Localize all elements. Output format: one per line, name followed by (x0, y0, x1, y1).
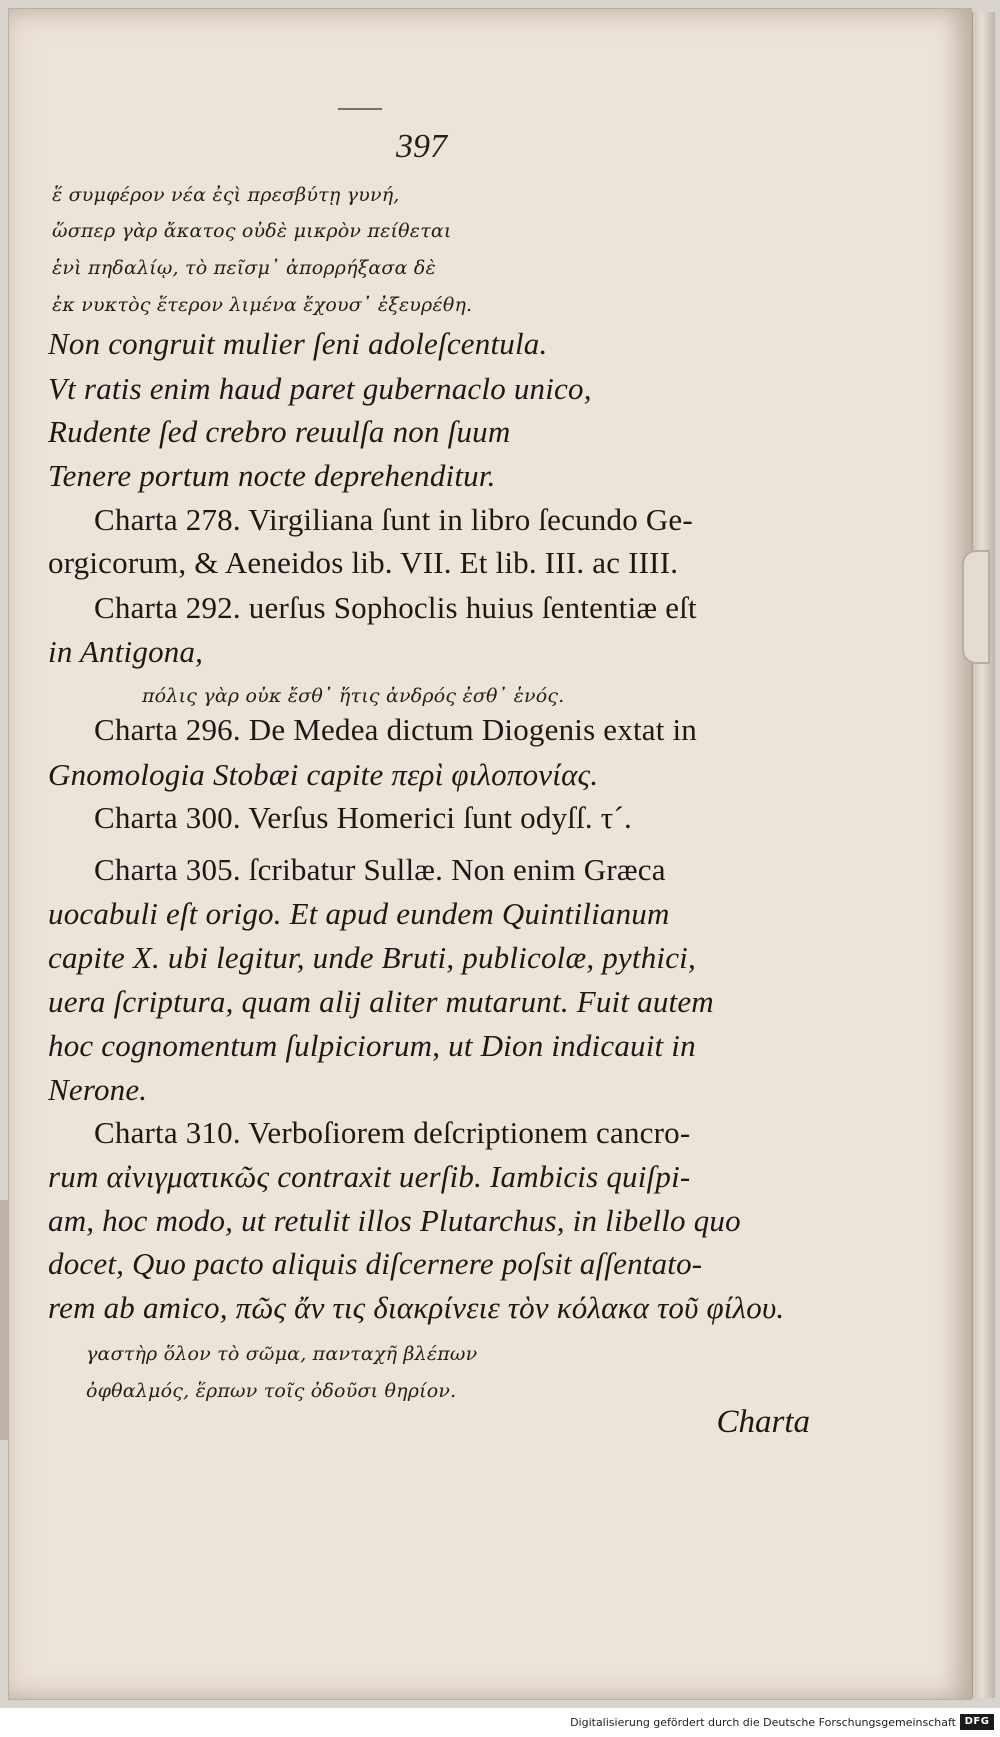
text-line: rum αἰνιγματικῶς contraxit uerſib. Iambicis quiſpi- (48, 1159, 691, 1194)
text-line: capite X. ubi legitur, unde Bruti, publicolæ, pythici, (48, 940, 696, 975)
text-line: Nerone. (48, 1072, 148, 1107)
text-line: uera ſcriptura, quam alij aliter mutarunt. Fuit autem (48, 984, 714, 1019)
text-line: Gnomologia Stobæi capite περὶ φιλοπονίας. (48, 757, 599, 792)
text-line: Rudente ſed crebro reuulſa non ſuum (48, 414, 511, 449)
text-line: orgicorum, & Aeneidos lib. VII. Et lib. III. ac IIII. (48, 545, 679, 580)
text-line: Charta 296. De Medea dictum Diogenis extat in (94, 712, 698, 747)
text-line: Charta 300. Verſus Homerici ſunt odyſſ. τ´. (94, 800, 632, 835)
text-line: Tenere portum nocte deprehenditur. (48, 458, 496, 493)
page-edge (972, 12, 995, 1698)
text-line: hoc cognomentum ſulpiciorum, ut Dion indicauit in (48, 1028, 696, 1063)
text-line: γαστὴρ ὅλον τὸ σῶμα, πανταχῆ βλέπων (86, 1343, 478, 1365)
page-number: 397 (396, 128, 447, 165)
footer-credit: Digitalisierung gefördert durch die Deutsche Forschungsgemeinschaft (570, 1716, 956, 1729)
text-line: docet, Quo pacto aliquis diſcernere poſsit aſſentato- (48, 1246, 703, 1281)
text-line: ὀφθαλμός, ἕρπων τοῖς ὀδοῦσι θηρίον. (86, 1380, 457, 1402)
text-line: am, hoc modo, ut retulit illos Plutarchus, in libello quo (48, 1203, 741, 1238)
text-line: πόλις γὰρ οὐκ ἔσθ᾽ ἥτις ἀνδρός ἐσθ᾽ ἑνός. (142, 685, 565, 707)
text-line: Charta 278. Virgiliana ſunt in libro ſecundo Ge- (94, 502, 693, 537)
page-tab-mark (962, 550, 990, 664)
dfg-logo: DFG (960, 1714, 994, 1730)
text-line: Charta 310. Verboſiorem deſcriptionem cancro- (94, 1115, 691, 1150)
binding-edge (0, 1200, 8, 1440)
text-line: Non congruit mulier ſeni adoleſcentula. (48, 326, 548, 361)
ink-mark (338, 108, 382, 110)
text-line: uocabuli eſt origo. Et apud eundem Quintilianum (48, 896, 670, 931)
text-line: Charta 305. ſcribatur Sullæ. Non enim Græca (94, 852, 666, 887)
text-line: Charta 292. uerſus Sophoclis huius ſententiæ eſt (94, 590, 697, 625)
text-line: ἕ συμφέρον νέα ἐςὶ πρεσβύτῃ γυνή, (52, 184, 400, 206)
text-line: rem ab amico, πῶς ἄν τις διακρίνειε τὸν κόλακα τοῦ φίλου. (48, 1290, 785, 1325)
text-line: ἐκ νυκτὸς ἕτερον λιμένα ἔχουσ᾽ ἐξευρέθη. (52, 294, 473, 316)
text-line: ἑνὶ πηδαλίῳ, τὸ πεῖσμ᾽ ἀπορρήξασα δὲ (52, 257, 436, 279)
footer (0, 1708, 1000, 1737)
text-line: ὥσπερ γὰρ ἄκατος οὐδὲ μικρὸν πείθεται (52, 220, 452, 242)
text-line: in Antigona, (48, 634, 204, 669)
catchword: Charta (716, 1404, 810, 1440)
text-line: Vt ratis enim haud paret gubernaclo unico, (48, 371, 592, 406)
